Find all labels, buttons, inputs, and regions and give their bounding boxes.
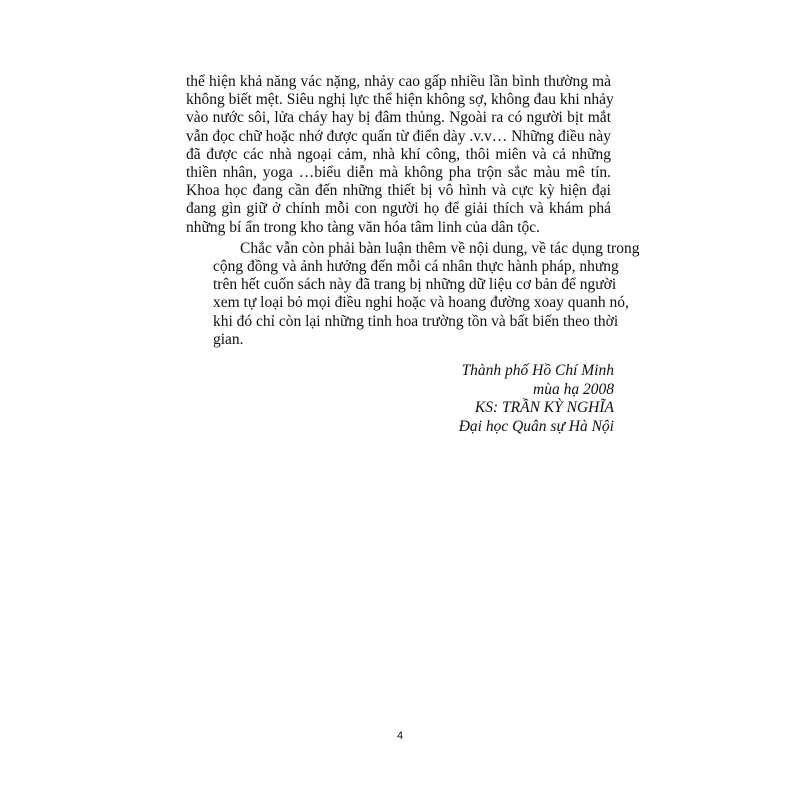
- paragraph-1-line: những bí ẩn trong kho tàng văn hóa tâm linh của dân tộc.: [186, 218, 541, 236]
- signature-author: KS: TRẦN KỲ NGHĨA: [474, 399, 614, 417]
- paragraph-2-line: xem tự loại bỏ mọi điều nghi hoặc và hoang đường xoay quanh nó,: [213, 294, 629, 312]
- paragraph-2-line: Chắc vẫn còn phải bàn luận thêm về nội dung, về tác dụng trong: [240, 239, 640, 257]
- page-number: 4: [396, 730, 404, 742]
- signature-date: mùa hạ 2008: [533, 380, 614, 398]
- paragraph-1: [186, 73, 614, 237]
- paragraph-1-line: vào nước sôi, lửa cháy hay bị đâm thủng. Ngoài ra có người bịt mắt: [186, 109, 611, 127]
- signature-affiliation: Đại học Quân sự Hà Nội: [458, 417, 614, 435]
- signature-place: Thành phố Hồ Chí Minh: [461, 362, 614, 379]
- signature-block: [314, 362, 614, 436]
- paragraph-2: [186, 239, 640, 349]
- body-text: [186, 73, 640, 349]
- paragraph-1-line: đã được các nhà ngoại cảm, nhà khí công, thôi miên và cả những: [186, 145, 611, 163]
- paragraph-1-line: thiền nhân, yoga …biểu diễn mà không pha trộn sắc màu mê tín.: [186, 164, 611, 182]
- paragraph-1-line: không biết mệt. Siêu nghị lực thể hiện không sợ, không đau khi nhảy: [186, 91, 614, 109]
- paragraph-1-line: đang gìn giữ ở chính mỗi con người họ để giải thích và khám phá: [186, 200, 611, 218]
- paragraph-2-line: gian.: [213, 330, 244, 348]
- paragraph-1-line: vẫn đọc chữ hoặc nhớ được quấn từ điển dày .v.v… Những điều này: [186, 127, 611, 145]
- paragraph-1-line: thể hiện khả năng vác nặng, nhảy cao gấp nhiều lần bình thường mà: [186, 73, 611, 90]
- paragraph-1-line: Khoa học đang cần đến những thiết bị vô hình và cực kỳ hiện đại: [186, 182, 611, 200]
- paragraph-2-line: khi đó chỉ còn lại những tinh hoa trường tồn và bất biến theo thời: [213, 312, 619, 330]
- paragraph-2-line: cộng đồng và ảnh hưởng đến mỗi cá nhân thực hành pháp, nhưng: [213, 258, 619, 276]
- paragraph-2-line: trên hết cuốn sách này đã trang bị những dữ liệu cơ bản để người: [213, 276, 617, 294]
